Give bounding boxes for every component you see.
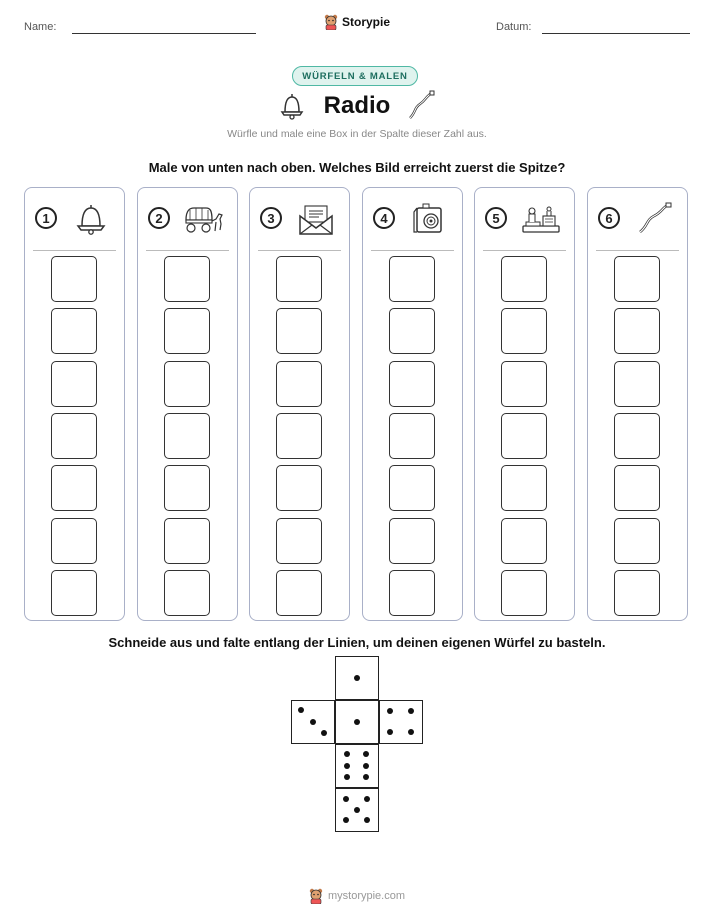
color-box[interactable]	[164, 465, 210, 511]
die-pip	[387, 729, 393, 735]
date-label: Datum:	[496, 21, 532, 33]
color-box[interactable]	[614, 518, 660, 564]
color-box[interactable]	[389, 570, 435, 616]
bear-icon	[309, 888, 323, 904]
die-pip	[363, 763, 369, 769]
column-number: 5	[485, 207, 507, 229]
column-divider	[371, 250, 454, 251]
color-box[interactable]	[276, 465, 322, 511]
column-header	[363, 188, 462, 250]
column-divider	[33, 250, 116, 251]
color-box[interactable]	[614, 308, 660, 354]
color-box[interactable]	[389, 361, 435, 407]
color-box[interactable]	[389, 413, 435, 459]
color-box[interactable]	[501, 308, 547, 354]
column-number: 2	[148, 207, 170, 229]
color-box[interactable]	[501, 465, 547, 511]
color-box[interactable]	[501, 518, 547, 564]
die-pip	[364, 817, 370, 823]
color-box[interactable]	[614, 570, 660, 616]
color-box[interactable]	[51, 361, 97, 407]
die-face-1	[335, 656, 379, 700]
color-box[interactable]	[51, 518, 97, 564]
die-face-6	[335, 744, 379, 788]
cable-icon	[634, 202, 674, 236]
footer-url: mystorypie.com	[327, 890, 406, 902]
color-box[interactable]	[276, 361, 322, 407]
die-pip	[343, 817, 349, 823]
color-box[interactable]	[51, 256, 97, 302]
column-6	[587, 187, 688, 621]
column-4	[362, 187, 463, 621]
color-box[interactable]	[614, 465, 660, 511]
die-pip	[354, 675, 360, 681]
color-box[interactable]	[276, 570, 322, 616]
column-number: 1	[35, 207, 57, 229]
color-box[interactable]	[164, 308, 210, 354]
page-title: Radio	[323, 92, 391, 119]
subtitle: Würfle und male eine Box in der Spalte dieser Zahl aus.	[227, 128, 487, 140]
die-pip	[344, 751, 350, 757]
column-3	[249, 187, 350, 621]
color-box[interactable]	[276, 256, 322, 302]
die-pip	[343, 796, 349, 802]
column-header	[138, 188, 237, 250]
column-divider	[258, 250, 341, 251]
color-box[interactable]	[51, 465, 97, 511]
column-header	[25, 188, 124, 250]
column-divider	[146, 250, 229, 251]
column-number: 3	[260, 207, 282, 229]
column-divider	[483, 250, 566, 251]
footer	[0, 888, 714, 904]
color-box[interactable]	[164, 570, 210, 616]
die-pip	[354, 719, 360, 725]
column-number: 4	[373, 207, 395, 229]
die-pip	[363, 751, 369, 757]
die-pip	[364, 796, 370, 802]
die-pip	[408, 729, 414, 735]
die-pip	[310, 719, 316, 725]
brand-name: Storypie	[342, 15, 391, 29]
die-pip	[321, 730, 327, 736]
cable-icon	[406, 90, 436, 122]
color-box[interactable]	[51, 570, 97, 616]
color-box[interactable]	[389, 465, 435, 511]
color-box[interactable]	[164, 518, 210, 564]
die-pip	[363, 774, 369, 780]
die-pip	[298, 707, 304, 713]
die-pip	[344, 774, 350, 780]
color-box[interactable]	[164, 256, 210, 302]
date-line[interactable]	[542, 33, 690, 34]
telegraph-icon	[521, 202, 561, 236]
cut-instruction: Schneide aus und falte entlang der Linien, um deinen eigenen Würfel zu basteln.	[108, 635, 606, 650]
column-divider	[596, 250, 679, 251]
color-box[interactable]	[614, 361, 660, 407]
die-face-1	[335, 700, 379, 744]
column-header	[250, 188, 349, 250]
color-box[interactable]	[389, 308, 435, 354]
column-header	[475, 188, 574, 250]
color-box[interactable]	[164, 361, 210, 407]
wagon-icon	[184, 202, 224, 236]
color-box[interactable]	[51, 308, 97, 354]
die-pip	[387, 708, 393, 714]
column-5	[474, 187, 575, 621]
color-box[interactable]	[276, 413, 322, 459]
name-label: Name:	[24, 21, 57, 33]
color-box[interactable]	[614, 256, 660, 302]
game-instruction: Male von unten nach oben. Welches Bild erreicht zuerst die Spitze?	[148, 160, 566, 175]
color-box[interactable]	[389, 518, 435, 564]
name-line[interactable]	[72, 33, 256, 34]
color-box[interactable]	[164, 413, 210, 459]
die-pip	[408, 708, 414, 714]
color-box[interactable]	[501, 570, 547, 616]
color-box[interactable]	[501, 256, 547, 302]
color-box[interactable]	[501, 361, 547, 407]
die-pip	[354, 807, 360, 813]
color-box[interactable]	[389, 256, 435, 302]
color-box[interactable]	[276, 518, 322, 564]
die-face-4	[379, 700, 423, 744]
bell-icon	[71, 202, 111, 236]
column-number: 6	[598, 207, 620, 229]
color-box[interactable]	[501, 413, 547, 459]
die-face-3	[291, 700, 335, 744]
color-box[interactable]	[614, 413, 660, 459]
column-header	[588, 188, 687, 250]
envelope-icon	[296, 202, 336, 236]
die-face-5	[335, 788, 379, 832]
column-1	[24, 187, 125, 621]
category-badge: WÜRFELN & MALEN	[292, 66, 418, 86]
color-box[interactable]	[276, 308, 322, 354]
brand-logo	[324, 14, 390, 30]
speaker-icon	[409, 202, 449, 236]
column-2	[137, 187, 238, 621]
color-box[interactable]	[51, 413, 97, 459]
die-pip	[344, 763, 350, 769]
bear-icon	[324, 14, 338, 30]
